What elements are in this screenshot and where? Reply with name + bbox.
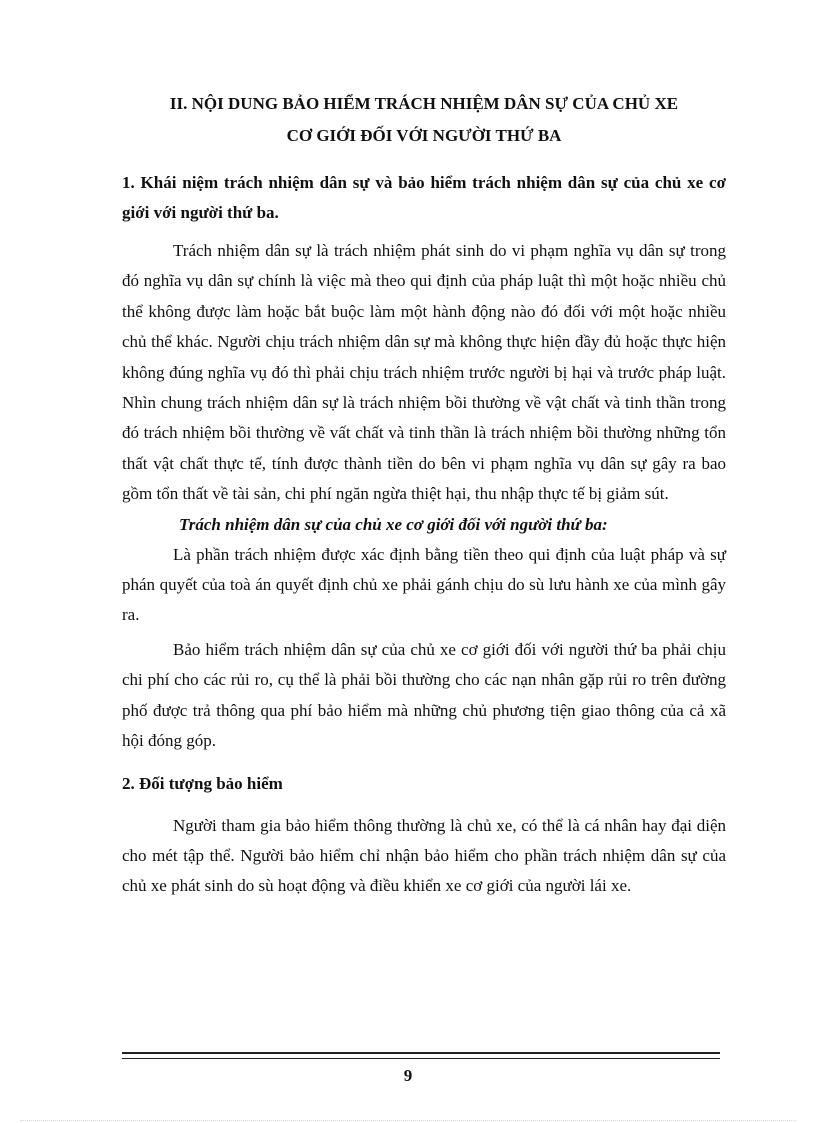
section-1-paragraph-2: Là phần trách nhiệm được xác định bằng tiền theo qui định của luật pháp và sự phán quyết của toà án quyết định chủ xe phải gánh chịu do sù lưu hành xe của mình gây ra. [122, 544, 726, 625]
page-title-line-2: CƠ GIỚI ĐỐI VỚI NGƯỜI THỨ BA [286, 126, 562, 145]
section-1-paragraph-3: Bảo hiểm trách nhiệm dân sự của chủ xe cơ giới đối với người thứ ba phải chịu chi phí cho các rủi ro, cụ thể là phải bồi thường cho các nạn nhân gặp rủi ro trên đường phố được trả thông qua phí bảo hiểm mà những chủ phương tiện giao thông của cả xã hội đóng góp. [122, 639, 726, 751]
section-1-paragraph-1: Trách nhiệm dân sự là trách nhiệm phát sinh do vi phạm nghĩa vụ dân sự trong đó nghĩa vụ dân sự chính là việc mà theo qui định của pháp luật thì một hoặc nhiều chủ thể không được làm hoặc bắt buộc làm một hành động nào đó đối với một hoặc nhiều chủ thể khác. Người chịu trách nhiệm dân sự mà không thực hiện đầy đủ hoặc thực hiện không đúng nghĩa vụ đó thì phải chịu trách nhiệm trước người bị hại và trước pháp luật. Nhìn chung trách nhiệm dân sự là trách nhiệm bồi thường về vật chất và tinh thần trong đó trách nhiệm bồi thường về vất chất và tinh thần là trách nhiệm bồi thường những tổn thất vật chất thực tế, tính được thành tiền do bên vi phạm nghĩa vụ dân sự gây ra bao gồm tổn thất về tài sản, chi phí ngăn ngừa thiệt hại, thu nhập thực tế bị giảm sút. [122, 241, 726, 504]
section-2-heading: 2. Đối tượng bảo hiểm [122, 773, 283, 793]
section-1-subheading: Trách nhiệm dân sự của chủ xe cơ giới đối với người thứ ba: [179, 514, 608, 534]
section-2-paragraph-1: Người tham gia bảo hiểm thông thường là chủ xe, có thể là cá nhân hay đại diện cho mét tập thể. Người bảo hiểm chỉ nhận bảo hiểm cho phần trách nhiệm dân sự của chủ xe phát sinh do sù hoạt động và điều khiển xe cơ giới của người lái xe. [122, 815, 726, 896]
page-number: 9 [403, 1066, 413, 1085]
page-title-line-1: II. NỘI DUNG BẢO HIỂM TRÁCH NHIỆM DÂN SỰ CỦA CHỦ XE [169, 94, 679, 113]
section-1-heading: 1. Khái niệm trách nhiệm dân sự và bảo hiểm trách nhiệm dân sự của chủ xe cơ giới với người thứ ba. [122, 173, 726, 222]
page-body [122, 88, 726, 902]
page-bottom-edge [20, 1120, 796, 1121]
footer-divider [122, 1052, 720, 1059]
